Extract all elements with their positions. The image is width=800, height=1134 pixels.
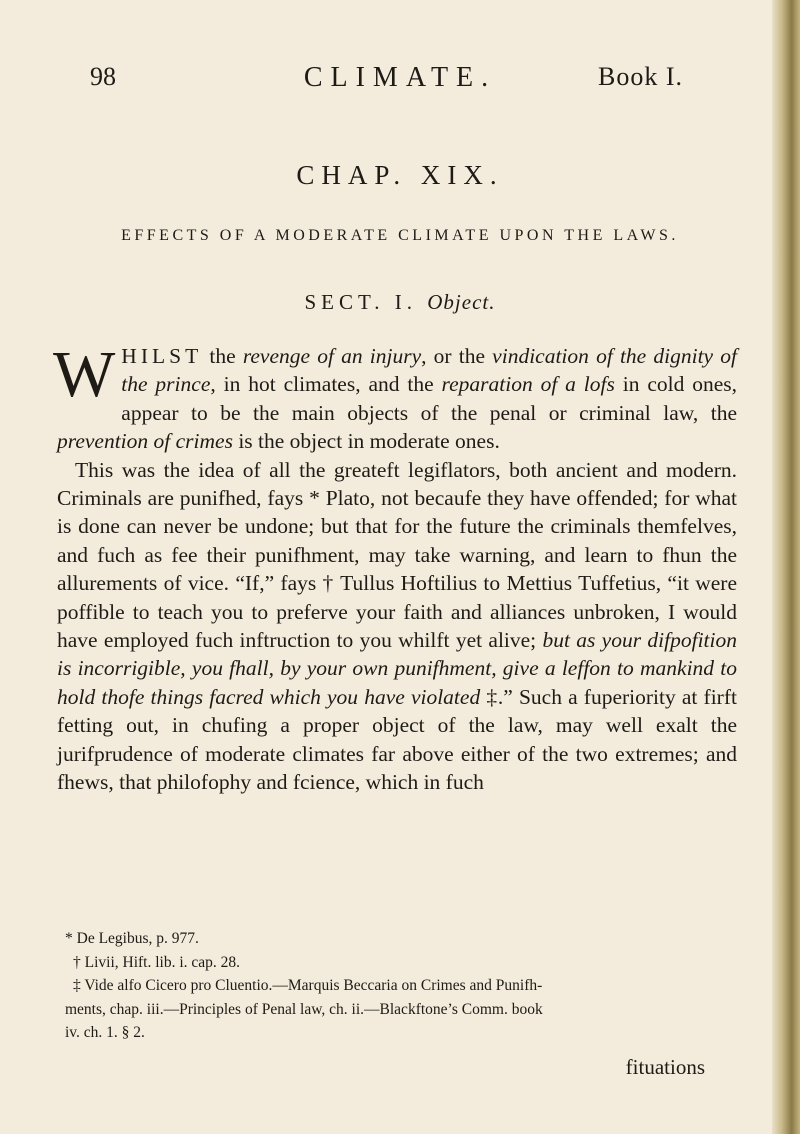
footnotes: [65, 927, 745, 1045]
italic-run: reparation of a lofs: [441, 372, 615, 397]
paragraph-1: [53, 338, 738, 456]
italic-run: prevention of crimes: [57, 429, 233, 454]
running-title: CLIMATE.: [303, 62, 497, 93]
text-run: , or the: [421, 344, 493, 368]
text-run: , in hot climates, and the: [210, 372, 442, 397]
section-subject: Object.: [427, 290, 496, 314]
italic-run: but as your difpofition is incorrigible, you fhall, by your own punifhment, give a leffon to mankind to hold thofe things facred which you have violated: [57, 628, 737, 709]
italic-run: vindication of the dignity of the prince: [121, 344, 737, 397]
text-run: is the object in moderate ones.: [232, 429, 500, 454]
text-run: ‡.” Such a fuperiority at firft fetting out, in chufing a proper object of the law, may well exalt the jurifprudence of moderate climates far above either of the two extremes; and fhews, that philofophy and fcience, which in fuch: [57, 684, 737, 795]
italic-run: revenge of an injury: [242, 344, 422, 368]
paragraph-2: [57, 456, 737, 797]
footnote: iv. ch. 1. § 2.: [65, 1024, 145, 1041]
catchword: fituations: [625, 1055, 705, 1079]
text-run: the: [202, 344, 243, 368]
page-header: [0, 62, 800, 102]
section-label: SECT. I.: [304, 290, 418, 314]
section-heading: [0, 290, 800, 315]
chapter-heading: CHAP. XIX.: [296, 160, 504, 190]
footnote: ments, chap. iii.—Principles of Penal law, ch. ii.—Blackftone’s Comm. book: [65, 1000, 543, 1018]
footnote: † Livii, Hift. lib. i. cap. 28.: [73, 953, 241, 971]
book-label: Book I.: [598, 62, 683, 91]
drop-cap: W: [53, 338, 116, 411]
text-run: This was the idea of all the greateft legiflators, both ancient and modern. Criminals are punifhed, fays * Plato, not becaufe they have offended; for what is done can never be undone; but that for the future the criminals themfelves, and fuch as fee their punifhment, may take warning, and learn to fhun the allurements of vice. “If,” fays † Tullus Hoftilius to Mettius Tuffetius, “it were poffible to teach you to preferve your faith and alliances unbroken, I would have employed fuch inftruction to you whilft yet alive;: [57, 457, 737, 653]
opening-word: HILST: [121, 344, 203, 368]
footnote: ‡ Vide alfo Cicero pro Cluentio.—Marquis Beccaria on Crimes and Punifh-: [73, 977, 543, 994]
chapter-title: EFFECTS OF A MODERATE CLIMATE UPON THE LAWS.: [121, 227, 679, 244]
page-number: 98: [90, 62, 116, 91]
body-text: [53, 315, 738, 797]
text-run: in cold ones, appear to be the main objects of the penal or criminal law, the: [121, 372, 738, 425]
footnote: * De Legibus, p. 977.: [65, 930, 199, 947]
